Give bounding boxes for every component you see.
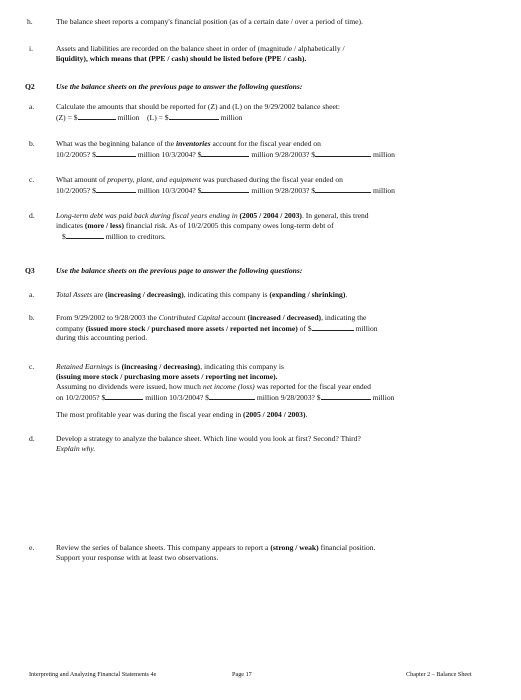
q2a-million-2: million	[220, 113, 243, 122]
q3c-d3: million 9/28/2003? $	[256, 393, 321, 402]
answer-blank[interactable]	[96, 185, 136, 193]
answer-blank[interactable]	[201, 149, 249, 157]
q2c-d2: million 10/3/2004? $	[137, 186, 202, 195]
answer-blank[interactable]	[96, 149, 136, 157]
q2c-em: property, plant, and equipment	[107, 175, 201, 184]
q2b-d1: 10/2/2005? $	[56, 150, 96, 159]
q2c-pre: What amount of	[56, 175, 108, 184]
q2c-line-1	[56, 175, 343, 185]
q3a-label: a.	[29, 290, 35, 299]
q3b-l2-post: of $	[297, 324, 312, 333]
q2c-label: c.	[29, 175, 35, 184]
q2d-em: Long-term debt	[56, 211, 104, 220]
answer-blank[interactable]	[315, 149, 371, 157]
q2b-d2: million 10/3/2004? $	[137, 150, 202, 159]
q3b-em: Contributed Capital	[158, 313, 221, 322]
q3c-bold: (increasing / decreasing)	[121, 362, 201, 371]
item-text-content	[56, 17, 363, 26]
q3c-l5-pre: The most profitable year was during the fiscal year ending in	[56, 410, 244, 419]
q3b-label: b.	[29, 313, 35, 322]
q3e-post: financial position.	[318, 543, 376, 552]
footer-page-number: Page 17	[232, 671, 252, 678]
q3b-l2-pre: company	[56, 324, 86, 333]
q3d-line-2: Explain why.	[56, 444, 96, 453]
q3c-line-1	[56, 362, 284, 372]
q2b-pre: What was the beginning balance of the	[56, 139, 176, 148]
q2b-post: account for the fiscal year ended on	[210, 139, 321, 148]
q3c-d2: million 10/3/2004? $	[145, 393, 209, 402]
q3e-line-2: Support your response with at least two observations.	[56, 553, 219, 562]
q3c-l3-post: was reported for the fiscal year ended	[254, 382, 371, 391]
q2b-em: inventories	[175, 139, 211, 148]
q2d-l2-post: financial risk. As of 10/2/2005 this company owes long-term debt of	[123, 221, 334, 230]
footer-right: Chapter 2 – Balance Sheet	[406, 671, 472, 678]
q2c-d1: 10/2/2005? $	[56, 186, 96, 195]
q3e-bold: (strong / weak)	[270, 543, 319, 552]
q3b-l2-bold: (issued more stock / purchased more assets / reported net income)	[85, 324, 298, 333]
q3c-label: c.	[29, 362, 35, 371]
q3a-line-1	[56, 290, 347, 300]
answer-blank[interactable]	[321, 392, 371, 400]
q3a-em: Total Assets	[56, 290, 93, 299]
q2a-line-1: Calculate the amounts that should be reported for (Z) and (L) on the 9/29/2002 balance sheet:	[56, 102, 341, 111]
q2c-line-2	[56, 185, 395, 196]
q3e-pre: Review the series of balance sheets. This company appears to report a	[56, 543, 271, 552]
q3c-line-4	[56, 392, 394, 403]
q3b-line-1	[56, 313, 366, 323]
q2-label: Q2	[25, 82, 35, 91]
q2d-l3-pre: $	[62, 232, 66, 241]
answer-blank[interactable]	[201, 185, 249, 193]
q3c-million: million	[372, 393, 395, 402]
q2d-l2-pre: indicates	[56, 221, 85, 230]
q3c-l5-bold: (2005 / 2004 / 2003)	[243, 410, 306, 419]
q2a-z: (Z) = $	[56, 113, 78, 122]
q3c-line-2: (issuing more stock / purchasing more assets / reporting net income).	[56, 372, 278, 381]
q3c-post: , indicating this company is	[200, 362, 284, 371]
q3a-end: .	[345, 290, 348, 299]
q3b-bold: (increased / decreased)	[247, 313, 322, 322]
q2b-d3: million 9/28/2003? $	[251, 150, 316, 159]
q2d-l3-post: million to creditors.	[103, 232, 166, 241]
q2d-label: d.	[29, 211, 35, 220]
q2c-d3: million 9/28/2003? $	[251, 186, 316, 195]
q3d-line-1: Develop a strategy to analyze the balance sheet. Which line would you look at first? Second? Third?	[56, 434, 361, 443]
q2a-line-2	[56, 112, 242, 123]
q2d-bold: (2005 / 2004 / 2003)	[239, 211, 302, 220]
q2d-line-2	[56, 221, 334, 231]
answer-blank[interactable]	[169, 112, 219, 120]
q2d-post: was paid back during fiscal years ending in	[103, 211, 240, 220]
q3e-line-1	[56, 543, 375, 553]
answer-area[interactable]	[56, 568, 496, 658]
q3a-mid: , indicating this company is	[183, 290, 270, 299]
q3a-pre: are	[92, 290, 106, 299]
answer-blank[interactable]	[209, 392, 255, 400]
item-text	[56, 17, 363, 27]
q2a-l: (L) = $	[147, 113, 169, 122]
q3c-pre: is	[112, 362, 122, 371]
q3a-bold-2: (expanding / shrinking)	[269, 290, 346, 299]
q3b-line-3: during this accounting period.	[56, 333, 148, 342]
q3-label: Q3	[25, 266, 35, 275]
answer-blank[interactable]	[315, 185, 371, 193]
answer-blank[interactable]	[78, 112, 116, 120]
q3c-em: Retained Earnings	[56, 362, 113, 371]
q3a-bold-1: (increasing / decreasing)	[105, 290, 184, 299]
q3c-l3-pre: Assuming no dividends were issued, how much	[56, 382, 203, 391]
answer-blank[interactable]	[66, 231, 104, 239]
q2b-line-1	[56, 139, 321, 149]
q3b-end: , indicating the	[321, 313, 367, 322]
q2d-line-3	[62, 231, 166, 242]
q3-title: Use the balance sheets on the previous page to answer the following questions:	[56, 266, 303, 275]
item-label: i.	[29, 44, 34, 53]
h-text: The balance sheet reports a company's financial position (as of a certain date / over a period of time).	[56, 17, 363, 26]
q2-title: Use the balance sheets on the previous page to answer the following questions:	[56, 82, 303, 91]
q3b-pre: From 9/29/2002 to 9/28/2003 the	[56, 313, 159, 322]
q3c-line-3	[56, 382, 371, 392]
q2d-end: . In general, this trend	[301, 211, 369, 220]
q3c-line-5	[56, 410, 307, 420]
q2b-line-2	[56, 149, 395, 160]
item-label: h.	[27, 17, 33, 26]
answer-area[interactable]	[56, 460, 496, 530]
q2c-post: was purchased during the fiscal year ended on	[200, 175, 343, 184]
answer-blank[interactable]	[312, 323, 354, 331]
q3d-label: d.	[29, 434, 35, 443]
q3b-million: million	[355, 324, 378, 333]
q2a-label: a.	[29, 102, 35, 111]
q3e-label: e.	[29, 543, 35, 552]
q2d-l2-bold: (more / less)	[84, 221, 124, 230]
footer-left: Interpreting and Analyzing Financial Statements 4e	[29, 671, 157, 678]
q3c-d1: on 10/2/2005? $	[56, 393, 106, 402]
q3c-l3-em: net income (loss)	[202, 382, 255, 391]
q2a-million: million	[117, 113, 140, 122]
q3c-l5-end: .	[305, 410, 308, 419]
q2b-million: million	[373, 150, 395, 159]
q2d-line-1	[56, 211, 369, 221]
answer-blank[interactable]	[105, 392, 143, 400]
q3b-mid: account	[220, 313, 248, 322]
i-line-2: liquidity), which means that (PPE / cash) should be listed before (PPE / cash).	[56, 54, 307, 63]
i-line-1: Assets and liabilities are recorded on the balance sheet in order of (magnitude / alphabetically /	[56, 44, 345, 53]
q2c-million: million	[373, 186, 395, 195]
q2b-label: b.	[29, 139, 35, 148]
